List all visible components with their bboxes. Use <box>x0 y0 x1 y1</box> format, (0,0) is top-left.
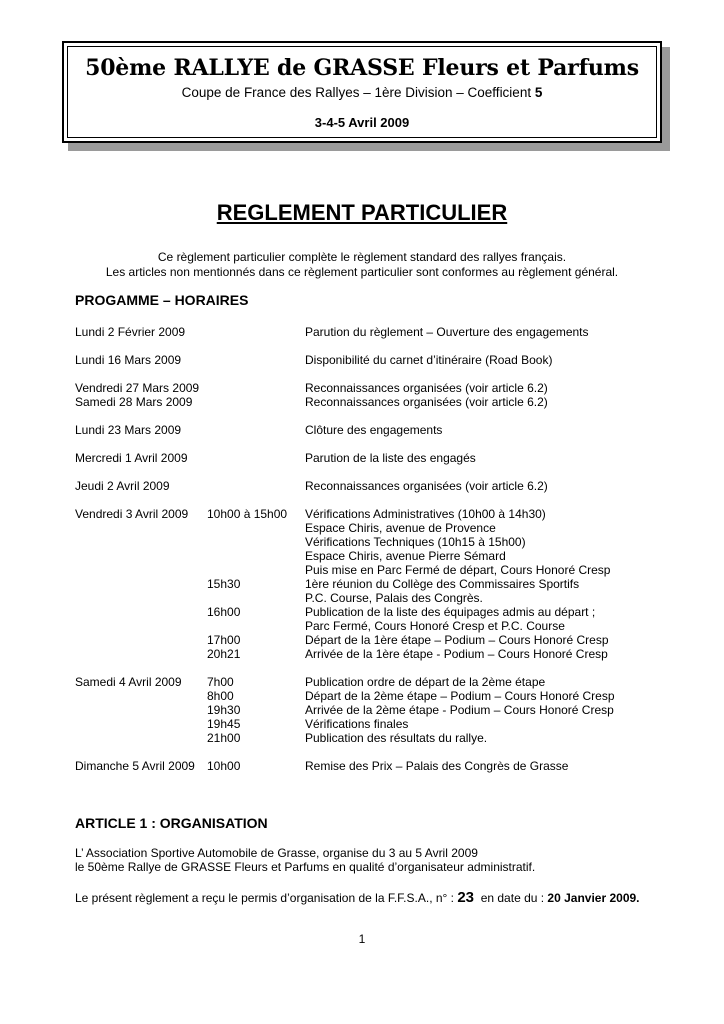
intro-line-1: Ce règlement particulier complète le règlement standard des rallyes français. <box>157 250 567 264</box>
permit-prefix: Le présent règlement a reçu le permis d’organisation de la F.F.S.A., n° : <box>75 891 458 905</box>
permit-mid: en date du : <box>474 891 548 905</box>
programme-time: 19h30 <box>207 703 241 717</box>
programme-desc: Parc Fermé, Cours Honoré Cresp et P.C. Course <box>305 619 565 633</box>
programme-desc: Parution de la liste des engagés <box>305 451 476 465</box>
intro-line-2: Les articles non mentionnés dans ce règlement particulier sont conformes au règlement général. <box>105 265 619 279</box>
programme-desc: Vérifications finales <box>305 717 409 731</box>
programme-date: Lundi 23 Mars 2009 <box>75 423 182 437</box>
programme-desc: Remise des Prix – Palais des Congrès de Grasse <box>305 759 569 773</box>
programme-date: Mercredi 1 Avril 2009 <box>75 451 188 465</box>
programme-time: 7h00 <box>207 675 234 689</box>
permit-number: 23 <box>457 889 475 906</box>
rally-dates: 3-4-5 Avril 2009 <box>314 115 410 130</box>
coefficient-value: 5 <box>534 85 543 100</box>
programme-date: Samedi 4 Avril 2009 <box>75 675 182 689</box>
programme-desc: Clôture des engagements <box>305 423 443 437</box>
rally-subtitle <box>64 85 660 100</box>
page-number: 1 <box>358 932 366 946</box>
permit-sentence <box>75 889 640 907</box>
programme-time: 21h00 <box>207 731 241 745</box>
article1-line-2: le 50ème Rallye de GRASSE Fleurs et Parfums en qualité d’organisateur administratif. <box>75 860 536 874</box>
programme-desc: Reconnaissances organisées (voir article 6.2) <box>305 381 548 395</box>
document-title: REGLEMENT PARTICULIER <box>216 200 508 225</box>
subtitle-text: Coupe de France des Rallyes – 1ère Division – Coefficient <box>181 85 535 100</box>
programme-date: Lundi 2 Février 2009 <box>75 325 186 339</box>
programme-date: Dimanche 5 Avril 2009 <box>75 759 195 773</box>
programme-time: 10h00 <box>207 759 241 773</box>
programme-time: 16h00 <box>207 605 241 619</box>
programme-desc: Espace Chiris, avenue de Provence <box>305 521 496 535</box>
programme-desc: Publication ordre de départ de la 2ème étape <box>305 675 546 689</box>
programme-desc: Arrivée de la 2ème étape - Podium – Cours Honoré Cresp <box>305 703 614 717</box>
programme-desc: Publication des résultats du rallye. <box>305 731 488 745</box>
permit-date: 20 Janvier 2009. <box>547 891 640 905</box>
programme-heading: PROGAMME – HORAIRES <box>75 292 249 308</box>
programme-desc: Arrivée de la 1ère étape - Podium – Cours Honoré Cresp <box>305 647 608 661</box>
programme-time: 19h45 <box>207 717 241 731</box>
programme-time: 17h00 <box>207 633 241 647</box>
article1-heading: ARTICLE 1 : ORGANISATION <box>75 815 268 831</box>
programme-time: 15h30 <box>207 577 241 591</box>
programme-desc: Départ de la 1ère étape – Podium – Cours Honoré Cresp <box>305 633 609 647</box>
programme-desc: Reconnaissances organisées (voir article 6.2) <box>305 479 548 493</box>
programme-desc: 1ère réunion du Collège des Commissaires Sportifs <box>305 577 580 591</box>
programme-desc: Vérifications Techniques (10h15 à 15h00) <box>305 535 526 549</box>
programme-time: 8h00 <box>207 689 234 703</box>
programme-date: Samedi 28 Mars 2009 <box>75 395 193 409</box>
programme-desc: Disponibilité du carnet d’itinéraire (Road Book) <box>305 353 553 367</box>
programme-desc: Espace Chiris, avenue Pierre Sémard <box>305 549 506 563</box>
programme-desc: Puis mise en Parc Fermé de départ, Cours Honoré Cresp <box>305 563 611 577</box>
header-box <box>62 41 662 143</box>
programme-desc: Publication de la liste des équipages admis au départ ; <box>305 605 596 619</box>
programme-desc: Vérifications Administratives (10h00 à 14h30) <box>305 507 546 521</box>
programme-date: Vendredi 3 Avril 2009 <box>75 507 189 521</box>
programme-date: Jeudi 2 Avril 2009 <box>75 479 170 493</box>
programme-desc: Parution du règlement – Ouverture des engagements <box>305 325 589 339</box>
programme-date: Lundi 16 Mars 2009 <box>75 353 182 367</box>
programme-time: 20h21 <box>207 647 241 661</box>
programme-desc: Départ de la 2ème étape – Podium – Cours Honoré Cresp <box>305 689 615 703</box>
programme-time: 10h00 à 15h00 <box>207 507 288 521</box>
programme-desc: Reconnaissances organisées (voir article 6.2) <box>305 395 548 409</box>
article1-line-1: L’ Association Sportive Automobile de Grasse, organise du 3 au 5 Avril 2009 <box>75 846 478 860</box>
programme-desc: P.C. Course, Palais des Congrès. <box>305 591 483 605</box>
programme-date: Vendredi 27 Mars 2009 <box>75 381 200 395</box>
rally-title: 50ème RALLYE de GRASSE Fleurs et Parfums <box>85 55 639 81</box>
